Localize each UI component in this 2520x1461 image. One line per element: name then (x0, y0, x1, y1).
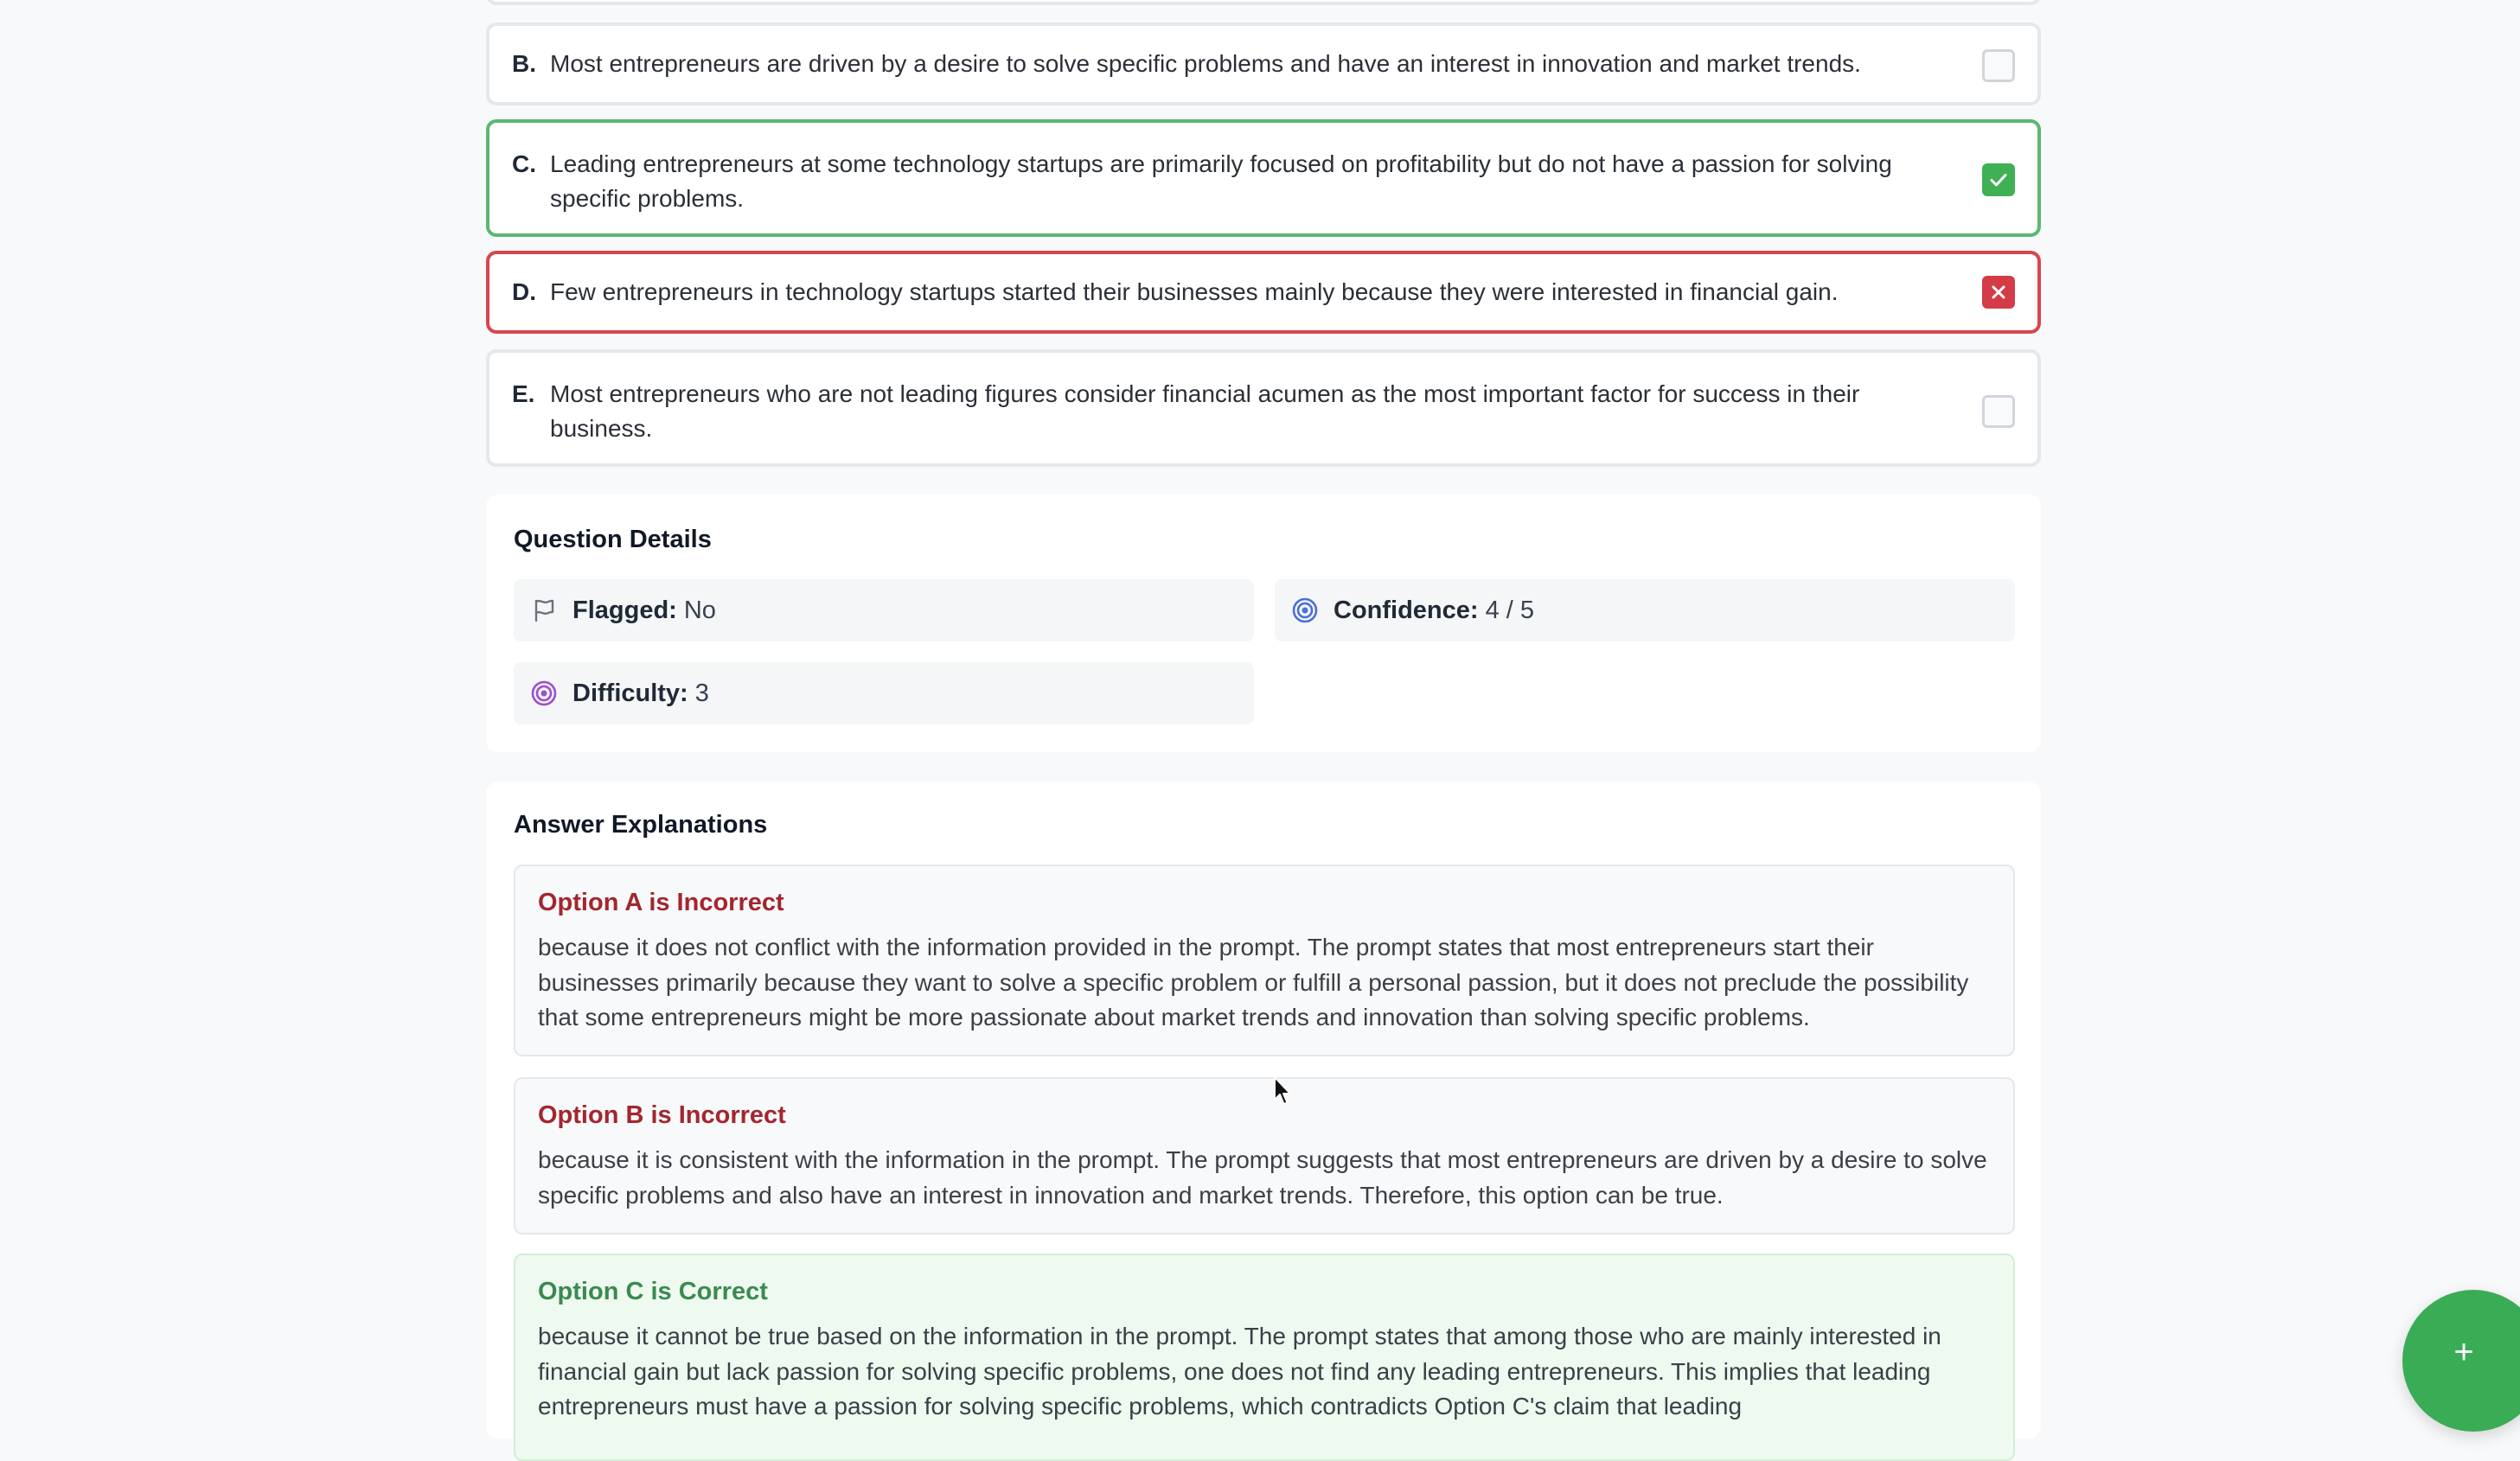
option-b-card[interactable] (486, 22, 2041, 105)
explanation-body: because it does not conflict with the information provided in the prompt. The prompt states that most entrepreneurs start their businesses primarily because they want to solve a specific problem or fulfill a personal passion, but it does not preclude the possibility that some entrepreneurs might be more passionate about market trends and innovation than solving specific problems. (538, 934, 1969, 1030)
answer-explanations-title: Answer Explanations (514, 811, 768, 839)
option-text: Few entrepreneurs in technology startups started their businesses mainly because they were interested in financial gain. (550, 278, 1839, 305)
explanation-body: because it cannot be true based on the information in the prompt. The prompt states that among those who are mainly interested in financial gain but lack passion for solving specific problems, one does not find any leading entrepreneurs. This implies that leading entrepreneurs must have a passion for solving specific problems, which contradicts Option C's claim that leading (538, 1323, 1941, 1420)
question-details-title: Question Details (514, 526, 712, 553)
confidence-value: 4 / 5 (1485, 596, 1534, 624)
option-d-checkbox[interactable] (1982, 276, 2015, 309)
option-letter: D. (512, 278, 536, 305)
confidence-label: Confidence: (1334, 596, 1479, 624)
confidence-detail (1275, 579, 2015, 641)
option-e-checkbox[interactable] (1982, 395, 2015, 428)
option-c-card[interactable] (486, 119, 2041, 237)
difficulty-value: 3 (694, 679, 709, 707)
explanation-title: Option B is Incorrect (538, 1101, 786, 1129)
option-d-card[interactable] (486, 251, 2041, 334)
previous-option-card-edge (486, 0, 2041, 5)
option-e-card[interactable] (486, 349, 2041, 467)
explanation-body: because it is consistent with the information in the prompt. The prompt suggests that most entrepreneurs are driven by a desire to solve specific problems and also have an interest in innovation and market trends. Therefore, this option can be true. (538, 1146, 1987, 1209)
explanation-title: Option A is Incorrect (538, 889, 784, 916)
add-button[interactable] (2402, 1290, 2520, 1432)
option-letter: E. (512, 380, 535, 407)
flag-icon (529, 596, 559, 625)
difficulty-label: Difficulty: (572, 679, 688, 707)
answer-explanations-panel (486, 782, 2041, 1439)
flagged-value: No (683, 596, 716, 624)
check-icon (1988, 169, 2009, 190)
target-icon (529, 679, 559, 708)
option-letter: C. (512, 150, 536, 177)
option-text: Leading entrepreneurs at some technology startups are primarily focused on profitability but do not have a passion for solving specific problems. (550, 150, 1892, 212)
difficulty-detail (514, 662, 1254, 724)
explanation-option-b (514, 1077, 2015, 1235)
question-details-panel (486, 494, 2041, 752)
option-letter: B. (512, 50, 536, 77)
close-icon (1989, 283, 2008, 302)
plus-icon: + (2453, 1333, 2474, 1371)
mouse-cursor-icon (1273, 1075, 1292, 1107)
explanation-title: Option C is Correct (538, 1278, 768, 1305)
explanation-option-c (514, 1254, 2015, 1461)
flagged-detail (514, 579, 1254, 641)
target-icon (1290, 596, 1320, 625)
option-b-checkbox[interactable] (1982, 49, 2015, 82)
option-text: Most entrepreneurs who are not leading figures consider financial acumen as the most important factor for success in their business. (550, 380, 1860, 442)
explanation-option-a (514, 864, 2015, 1056)
option-c-checkbox[interactable] (1982, 163, 2015, 196)
option-text: Most entrepreneurs are driven by a desire to solve specific problems and have an interest in innovation and market trends. (550, 50, 1861, 77)
flagged-label: Flagged: (572, 596, 677, 624)
